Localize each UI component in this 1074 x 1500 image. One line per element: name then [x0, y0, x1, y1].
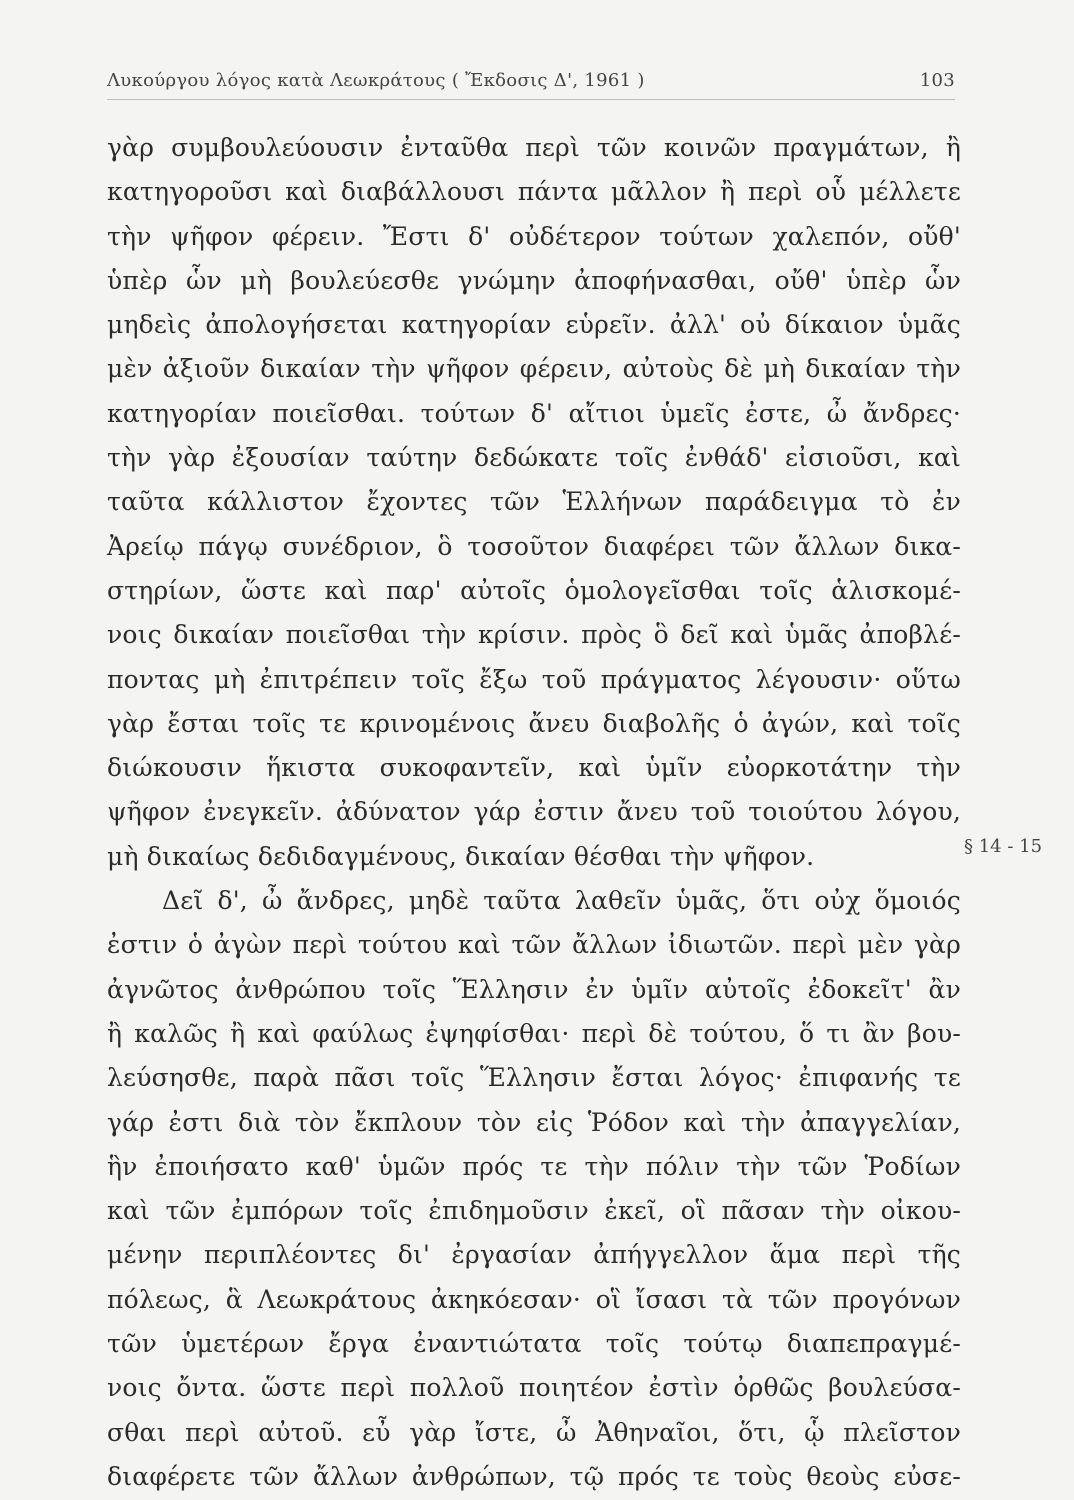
text-line: ὑπὲρ ὧν μὴ βουλεύεσθε γνώμην ἀποφήνασθαι, οὔθ' ὑπὲρ ὧν: [107, 265, 961, 295]
text-line: διαφέρετε τῶν ἄλλων ἀνθρώπων, τῷ πρός τε τοὺς θεοὺς εὐσε-: [107, 1461, 961, 1491]
paragraph-last-line: μὴ δικαίως δεδιδαγμένους, δικαίαν θέσθαι τὴν ψῆφον.: [107, 841, 815, 871]
text-line: γάρ ἐστι διὰ τὸν ἔκπλουν τὸν εἰς Ῥόδον καὶ τὴν ἀπαγγελίαν,: [107, 1107, 961, 1137]
running-head: [107, 70, 955, 100]
text-line: γὰρ ἔσται τοῖς τε κρινομένοις ἄνευ διαβολῆς ὁ ἀγών, καὶ τοῖς: [107, 708, 961, 738]
text-line: ἢ καλῶς ἢ καὶ φαύλως ἐψηφίσθαι· περὶ δὲ τούτου, ὅ τι ἂν βου-: [107, 1018, 961, 1048]
page-number: 103: [919, 70, 955, 91]
text-line: στηρίων, ὥστε καὶ παρ' αὐτοῖς ὁμολογεῖσθαι τοῖς ἁλισκομέ-: [107, 575, 961, 605]
text-line: νοις δικαίαν ποιεῖσθαι τὴν κρίσιν. πρὸς ὃ δεῖ καὶ ὑμᾶς ἀποβλέ-: [107, 620, 961, 650]
text-line: τὴν ψῆφον φέρειν. Ἔστι δ' οὐδέτερον τούτων χαλεπόν, οὔθ': [107, 221, 961, 251]
text-line: λεύσησθε, παρὰ πᾶσι τοῖς Ἕλλησιν ἔσται λόγος· ἐπιφανής τε: [107, 1063, 961, 1093]
text-line: πόλεως, ἃ Λεωκράτους ἀκηκόεσαν· οἳ ἴσασι τὰ τῶν προγόνων: [107, 1284, 961, 1314]
text-line: κατηγοροῦσι καὶ διαβάλλουσι πάντα μᾶλλον ἢ περὶ οὗ μέλλετε: [107, 177, 961, 207]
text-line: μένην περιπλέοντες δι' ἐργασίαν ἀπήγγελλον ἅμα περὶ τῆς: [107, 1240, 961, 1270]
text-line: Ἀρείῳ πάγῳ συνέδριον, ὃ τοσοῦτον διαφέρει τῶν ἄλλων δικα-: [107, 531, 961, 561]
text-line: ἐστιν ὁ ἀγὼν περὶ τούτου καὶ τῶν ἄλλων ἰδιωτῶν. περὶ μὲν γὰρ: [107, 930, 961, 960]
text-line: ψῆφον ἐνεγκεῖν. ἀδύνατον γάρ ἐστιν ἄνευ τοῦ τοιούτου λόγου,: [107, 797, 961, 827]
text-line: τὴν γὰρ ἐξουσίαν ταύτην δεδώκατε τοῖς ἐνθάδ' εἰσιοῦσι, καὶ: [107, 443, 961, 473]
body-text: [107, 126, 961, 1499]
text-line: ἀγνῶτος ἀνθρώπου τοῖς Ἕλλησιν ἐν ὑμῖν αὐτοῖς ἐδοκεῖτ' ἂν: [107, 974, 961, 1004]
text-line: μὲν ἀξιοῦν δικαίαν τὴν ψῆφον φέρειν, αὐτοὺς δὲ μὴ δικαίαν τὴν: [107, 354, 961, 384]
running-head-title: Λυκούργου λόγος κατὰ Λεωκράτους ( Ἔκδοσις Δ', 1961 ): [107, 70, 645, 91]
text-line: ἣν ἐποιήσατο καθ' ὑμῶν πρός τε τὴν πόλιν τὴν τῶν Ῥοδίων: [107, 1151, 961, 1181]
paragraph-first-line: Δεῖ δ', ὦ ἄνδρες, μηδὲ ταῦτα λαθεῖν ὑμᾶς, ὅτι οὐχ ὅμοιός: [162, 886, 961, 916]
text-line: ταῦτα κάλλιστον ἔχοντες τῶν Ἑλλήνων παράδειγμα τὸ ἐν: [107, 487, 961, 517]
text-line: ποντας μὴ ἐπιτρέπειν τοῖς ἔξω τοῦ πράγματος λέγουσιν· οὕτω: [107, 664, 961, 694]
text-line: γὰρ συμβουλεύουσιν ἐνταῦθα περὶ τῶν κοινῶν πραγμάτων, ἢ: [107, 133, 961, 162]
text-line: μηδεὶς ἀπολογήσεται κατηγορίαν εὑρεῖν. ἀλλ' οὐ δίκαιον ὑμᾶς: [107, 310, 961, 340]
text-line: διώκουσιν ἥκιστα συκοφαντεῖν, καὶ ὑμῖν εὐορκοτάτην τὴν: [107, 753, 961, 783]
text-line: καὶ τῶν ἐμπόρων τοῖς ἐπιδημοῦσιν ἐκεῖ, οἳ πᾶσαν τὴν οἰκου-: [107, 1196, 961, 1226]
text-line: τῶν ὑμετέρων ἔργα ἐναντιώτατα τοῖς τούτῳ διαπεπραγμέ-: [107, 1329, 961, 1359]
text-line: σθαι περὶ αὐτοῦ. εὖ γὰρ ἴστε, ὦ Ἀθηναῖοι, ὅτι, ᾧ πλεῖστον: [107, 1417, 961, 1447]
text-line: κατηγορίαν ποιεῖσθαι. τούτων δ' αἴτιοι ὑμεῖς ἐστε, ὦ ἄνδρες·: [107, 398, 961, 428]
header-rule: [107, 99, 955, 100]
section-marginal-reference: § 14 - 15: [964, 836, 1043, 857]
text-line: νοις ὄντα. ὥστε περὶ πολλοῦ ποιητέον ἐστὶν ὀρθῶς βουλεύσα-: [107, 1373, 961, 1403]
